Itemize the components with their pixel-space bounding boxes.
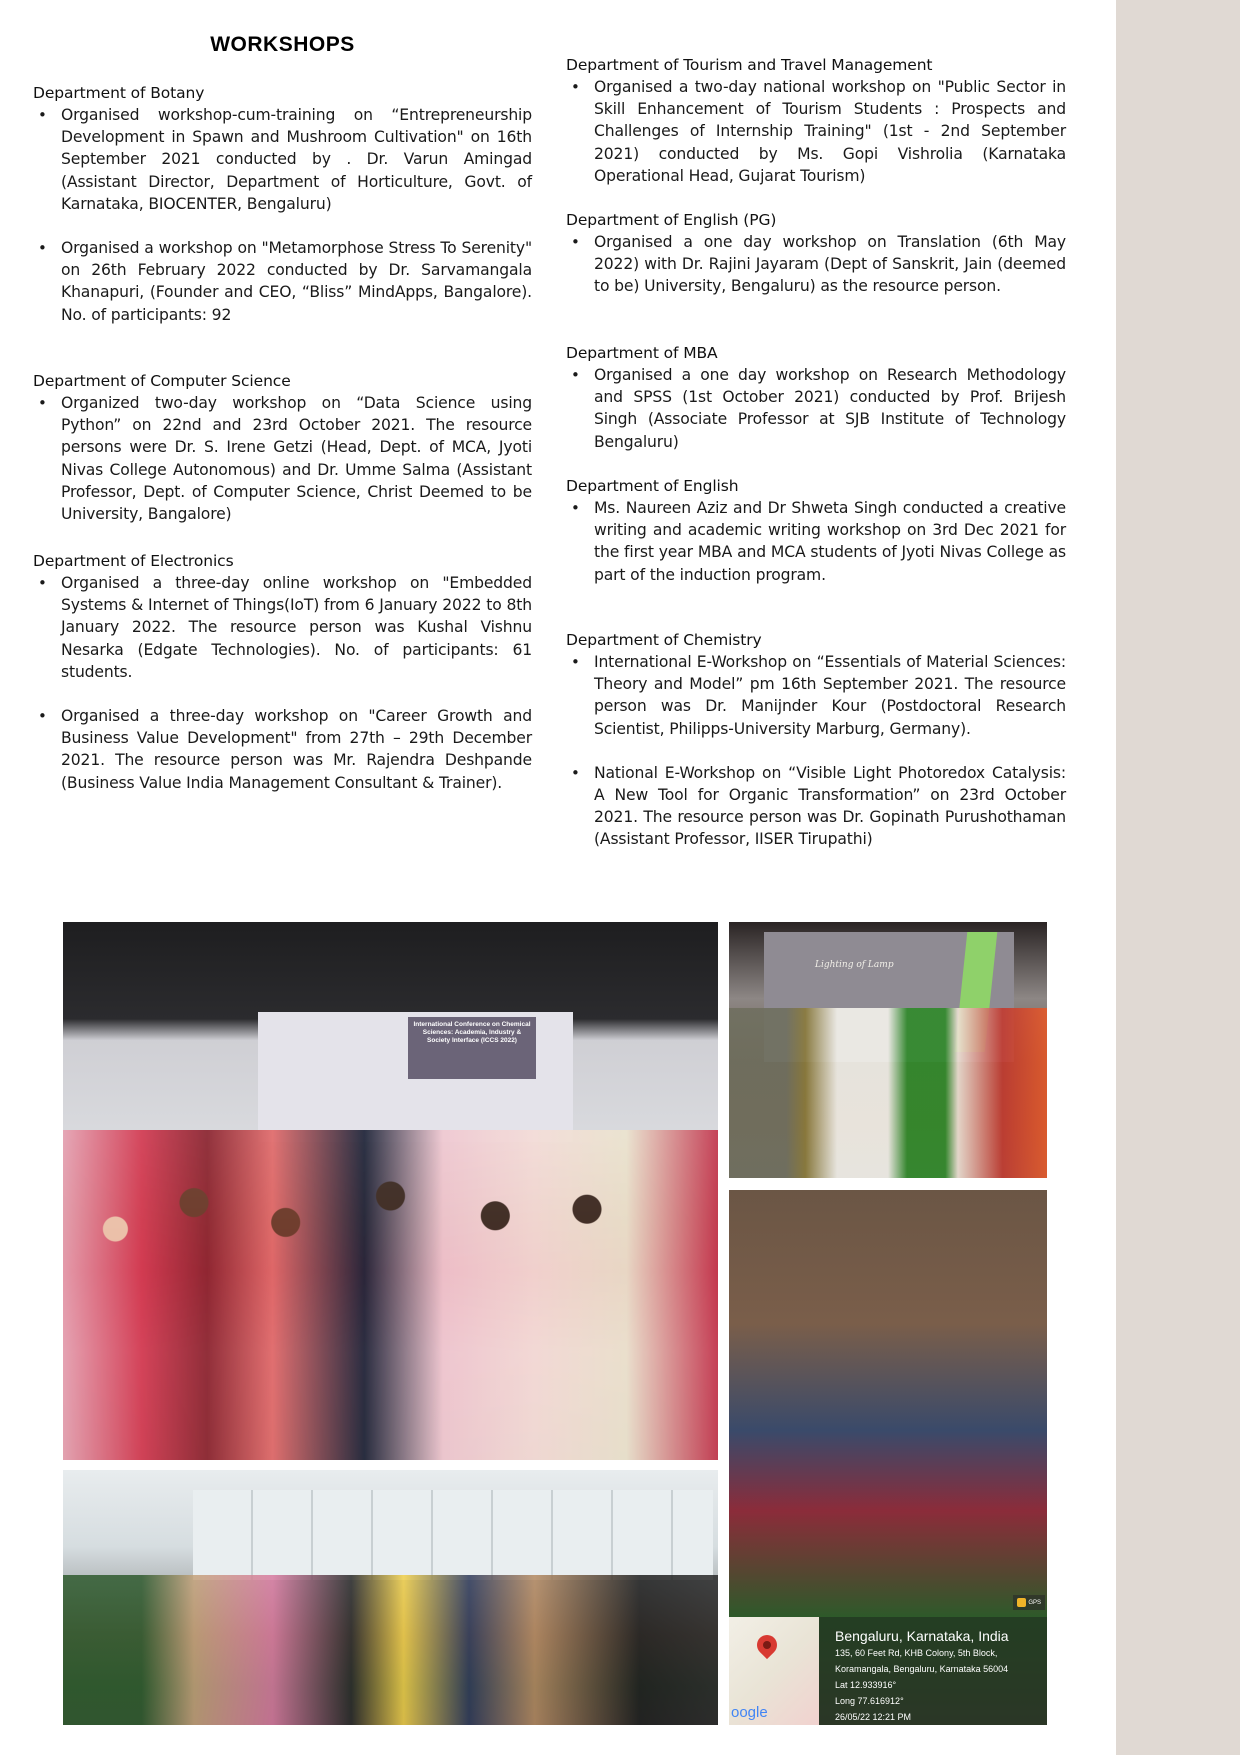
- department-heading: Department of English (PG): [566, 211, 777, 229]
- section-computer-science: [33, 370, 532, 525]
- workshop-item: • Organised a workshop on "Metamorphose Stress To Serenity" on 26th February 2022 conducted by Dr. Sarvamangala Khanapuri, (Founder and CEO, “Bliss” MindApps, Bangalore). No. of participants: 92: [33, 237, 532, 326]
- department-heading: Department of English: [566, 477, 739, 495]
- department-heading: Department of MBA: [566, 344, 718, 362]
- page-title: WORKSHOPS: [210, 33, 355, 56]
- department-heading: Department of Botany: [33, 84, 205, 102]
- section-botany: [33, 82, 532, 326]
- classroom-windows: [193, 1490, 713, 1580]
- section-electronics: [33, 550, 532, 794]
- workshop-item: • National E-Workshop on “Visible Light Photoredox Catalysis: A New Tool for Organic Transformation” on 23rd October 2021. The resource person was Dr. Gopinath Purushothaman (Assistant Professor, IISER Tirupathi): [566, 762, 1066, 851]
- gps-address-line2: Koramangala, Bengaluru, Karnataka 56004: [835, 1664, 1009, 1674]
- map-thumbnail: [729, 1617, 819, 1725]
- workshop-item: • Ms. Naureen Aziz and Dr Shweta Singh conducted a creative writing and academic writing workshop on 3rd Dec 2021 for the first year MBA and MCA students of Jyoti Nivas College as part of the induction program.: [566, 497, 1066, 586]
- conference-banner: International Conference on Chemical Sciences: Academia, Industry & Society Interface (ICCS 2022): [408, 1017, 536, 1079]
- map-brand: oogle: [731, 1704, 768, 1721]
- workshop-item: • Organised a three-day workshop on "Career Growth and Business Value Development" from 27th – 29th December 2021. The resource person was Mr. Rajendra Deshpande (Business Value India Management Consultant & Trainer).: [33, 705, 532, 794]
- workshop-item: • International E-Workshop on “Essentials of Material Sciences: Theory and Model” pm 16th September 2021. The resource person was Dr. Manijnder Kour (Postdoctoral Research Scientist, Philipps-University Marburg, Germany).: [566, 651, 1066, 740]
- section-english-pg: [566, 209, 1066, 298]
- slide-caption: Lighting of Lamp: [815, 960, 894, 970]
- photo-classroom: [63, 1470, 718, 1725]
- gps-address-line1: 135, 60 Feet Rd, KHB Colony, 5th Block,: [835, 1648, 998, 1658]
- gps-badge-label: GPS: [1028, 1600, 1041, 1607]
- group-of-people: [63, 1130, 718, 1460]
- photo-field-workshop: [729, 1190, 1047, 1725]
- gps-app-icon: [1017, 1598, 1026, 1607]
- workshop-item: • Organised a one day workshop on Research Methodology and SPSS (1st October 2021) conducted by Prof. Brijesh Singh (Associate Professor at SJB Institute of Technology Bengaluru): [566, 364, 1066, 453]
- department-heading: Department of Computer Science: [33, 372, 291, 390]
- gps-datetime: 26/05/22 12:21 PM: [835, 1712, 912, 1722]
- gps-badge: [1013, 1595, 1045, 1610]
- workshop-item: • Organised a three-day online workshop on "Embedded Systems & Internet of Things(IoT) from 6 January 2022 to 8th January 2022. The resource person was Kushal Vishnu Nesarka (Edgate Technologies). No. of participants: 61 students.: [33, 572, 532, 683]
- photo-lamp-lighting: [729, 922, 1047, 1178]
- gps-details: [835, 1627, 1009, 1725]
- dignitaries: [729, 1008, 1047, 1178]
- section-chemistry: [566, 629, 1066, 851]
- department-heading: Department of Chemistry: [566, 631, 762, 649]
- map-pin-icon: [753, 1631, 781, 1659]
- photo-conference-group: [63, 922, 718, 1460]
- gps-longitude: Long 77.616912°: [835, 1696, 904, 1706]
- workshop-item: • Organized two-day workshop on “Data Science using Python” on 22nd and 23rd October 2021. The resource persons were Dr. S. Irene Getzi (Head, Dept. of MCA, Jyoti Nivas College Autonomous) and Dr. Umme Salma (Assistant Professor, Dept. of Computer Science, Christ Deemed to be University, Bangalore): [33, 392, 532, 525]
- department-heading: Department of Electronics: [33, 552, 234, 570]
- department-heading: Department of Tourism and Travel Management: [566, 56, 933, 74]
- gps-overlay: [729, 1600, 1047, 1725]
- section-tourism: [566, 54, 1066, 187]
- gps-latitude: Lat 12.933916°: [835, 1680, 897, 1690]
- decorative-sidebar: [1116, 0, 1240, 1755]
- workshop-item: • Organised workshop-cum-training on “Entrepreneurship Development in Spawn and Mushroom Cultivation" on 16th September 2021 conducted by . Dr. Varun Amingad (Assistant Director, Department of Horticulture, Govt. of Karnataka, BIOCENTER, Bengaluru): [33, 104, 532, 215]
- gps-location: Bengaluru, Karnataka, India: [835, 1628, 1009, 1644]
- section-english: [566, 475, 1066, 586]
- seated-students: [63, 1575, 718, 1725]
- workshop-item: • Organised a one day workshop on Translation (6th May 2022) with Dr. Rajini Jayaram (Dept of Sanskrit, Jain (deemed to be) University, Bengaluru) as the resource person.: [566, 231, 1066, 298]
- workshop-item: • Organised a two-day national workshop on "Public Sector in Skill Enhancement of Tourism Students : Prospects and Challenges of Internship Training" (1st - 2nd September 2021) conducted by Ms. Gopi Vishrolia (Karnataka Operational Head, Gujarat Tourism): [566, 76, 1066, 187]
- section-mba: [566, 342, 1066, 453]
